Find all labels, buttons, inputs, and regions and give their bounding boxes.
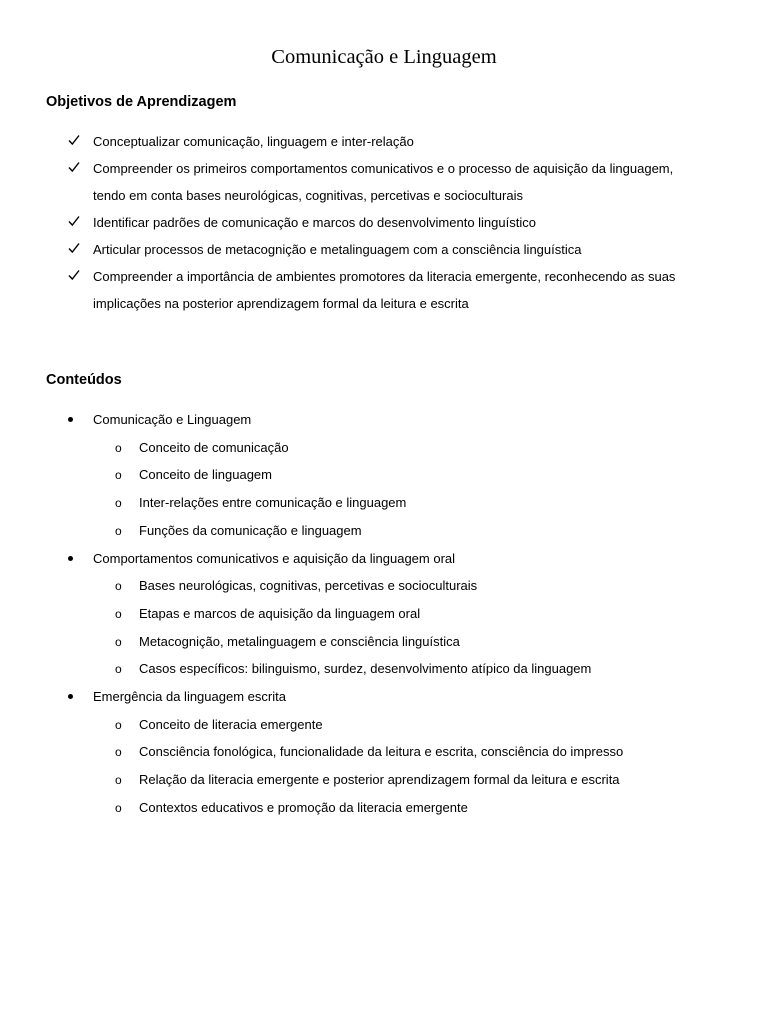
objective-text: Compreender os primeiros comportamentos comunicativos e o processo de aquisição da linguagem, tendo em conta bases neurológicas, cognitivas, percetivas e socioculturais <box>93 161 674 203</box>
hollow-bullet-icon: o <box>115 468 122 483</box>
objectives-heading: Objetivos de Aprendizagem <box>46 94 237 110</box>
objective-item <box>0 236 705 263</box>
objectives-list <box>0 128 768 317</box>
contents-heading: Conteúdos <box>46 372 122 388</box>
hollow-bullet-icon: o <box>115 800 122 815</box>
subtopic-item <box>0 572 768 600</box>
subtopic-list <box>0 434 768 545</box>
topic-label <box>0 683 768 711</box>
objective-text: Identificar padrões de comunicação e marcos do desenvolvimento linguístico <box>93 215 536 230</box>
subtopic-item <box>0 766 768 794</box>
checkmark-icon <box>68 209 82 236</box>
subtopic-item <box>0 434 768 462</box>
objective-item <box>0 209 705 236</box>
hollow-bullet-icon: o <box>115 606 122 621</box>
hollow-bullet-icon: o <box>115 634 122 649</box>
subtopic-text: Inter-relações entre comunicação e linguagem <box>139 495 407 511</box>
bullet-icon <box>68 556 73 561</box>
subtopic-item <box>0 461 768 489</box>
subtopic-item <box>0 738 768 766</box>
contents-list <box>0 406 768 822</box>
subtopic-text: Bases neurológicas, cognitivas, percetivas e socioculturais <box>139 578 478 594</box>
topic-item <box>0 406 768 545</box>
hollow-bullet-icon: o <box>115 496 122 511</box>
topic-label <box>0 545 768 573</box>
subtopic-item <box>0 628 768 656</box>
subtopic-item <box>0 600 768 628</box>
subtopic-item <box>0 794 768 822</box>
subtopic-text: Contextos educativos e promoção da literacia emergente <box>139 799 468 815</box>
page-title: Comunicação e Linguagem <box>271 46 497 68</box>
objective-item <box>0 155 705 209</box>
topic-text: Comunicação e Linguagem <box>93 412 252 427</box>
objective-item <box>0 128 705 155</box>
topic-label <box>0 406 768 434</box>
objective-text: Compreender a importância de ambientes promotores da literacia emergente, reconhecendo as suas implicações na posterior aprendizagem formal da leitura e escrita <box>93 269 676 311</box>
subtopic-list <box>0 711 768 822</box>
topic-item <box>0 683 768 822</box>
subtopic-text: Casos específicos: bilinguismo, surdez, desenvolvimento atípico da linguagem <box>139 661 592 677</box>
subtopic-item <box>0 489 768 517</box>
subtopic-text: Conceito de comunicação <box>139 439 289 455</box>
subtopic-text: Conceito de linguagem <box>139 467 272 483</box>
topic-text: Emergência da linguagem escrita <box>93 689 286 705</box>
objective-item <box>0 263 705 317</box>
subtopic-item <box>0 711 768 739</box>
topic-item <box>0 545 768 684</box>
subtopic-text: Metacognição, metalinguagem e consciência linguística <box>139 633 460 649</box>
hollow-bullet-icon: o <box>115 523 122 538</box>
hollow-bullet-icon: o <box>115 773 122 788</box>
checkmark-icon <box>68 128 82 155</box>
hollow-bullet-icon: o <box>115 745 122 760</box>
checkmark-icon <box>68 155 82 182</box>
bullet-icon <box>68 694 73 699</box>
checkmark-icon <box>68 263 82 290</box>
objective-text: Conceptualizar comunicação, linguagem e inter-relação <box>93 134 414 149</box>
checkmark-icon <box>68 236 82 263</box>
subtopic-item <box>0 517 768 545</box>
bullet-icon <box>68 417 73 422</box>
subtopic-text: Etapas e marcos de aquisição da linguagem oral <box>139 605 421 621</box>
subtopic-text: Relação da literacia emergente e posterior aprendizagem formal da leitura e escrita <box>139 772 620 788</box>
subtopic-text: Consciência fonológica, funcionalidade da leitura e escrita, consciência do impresso <box>139 744 624 760</box>
subtopic-item <box>0 655 768 683</box>
objective-text: Articular processos de metacognição e metalinguagem com a consciência linguística <box>93 242 582 257</box>
topic-text: Comportamentos comunicativos e aquisição da linguagem oral <box>93 550 456 566</box>
hollow-bullet-icon: o <box>115 440 122 455</box>
subtopic-text: Funções da comunicação e linguagem <box>139 522 362 538</box>
subtopic-text: Conceito de literacia emergente <box>139 716 323 732</box>
hollow-bullet-icon: o <box>115 717 122 732</box>
subtopic-list <box>0 572 768 683</box>
hollow-bullet-icon: o <box>115 579 122 594</box>
hollow-bullet-icon: o <box>115 662 122 677</box>
